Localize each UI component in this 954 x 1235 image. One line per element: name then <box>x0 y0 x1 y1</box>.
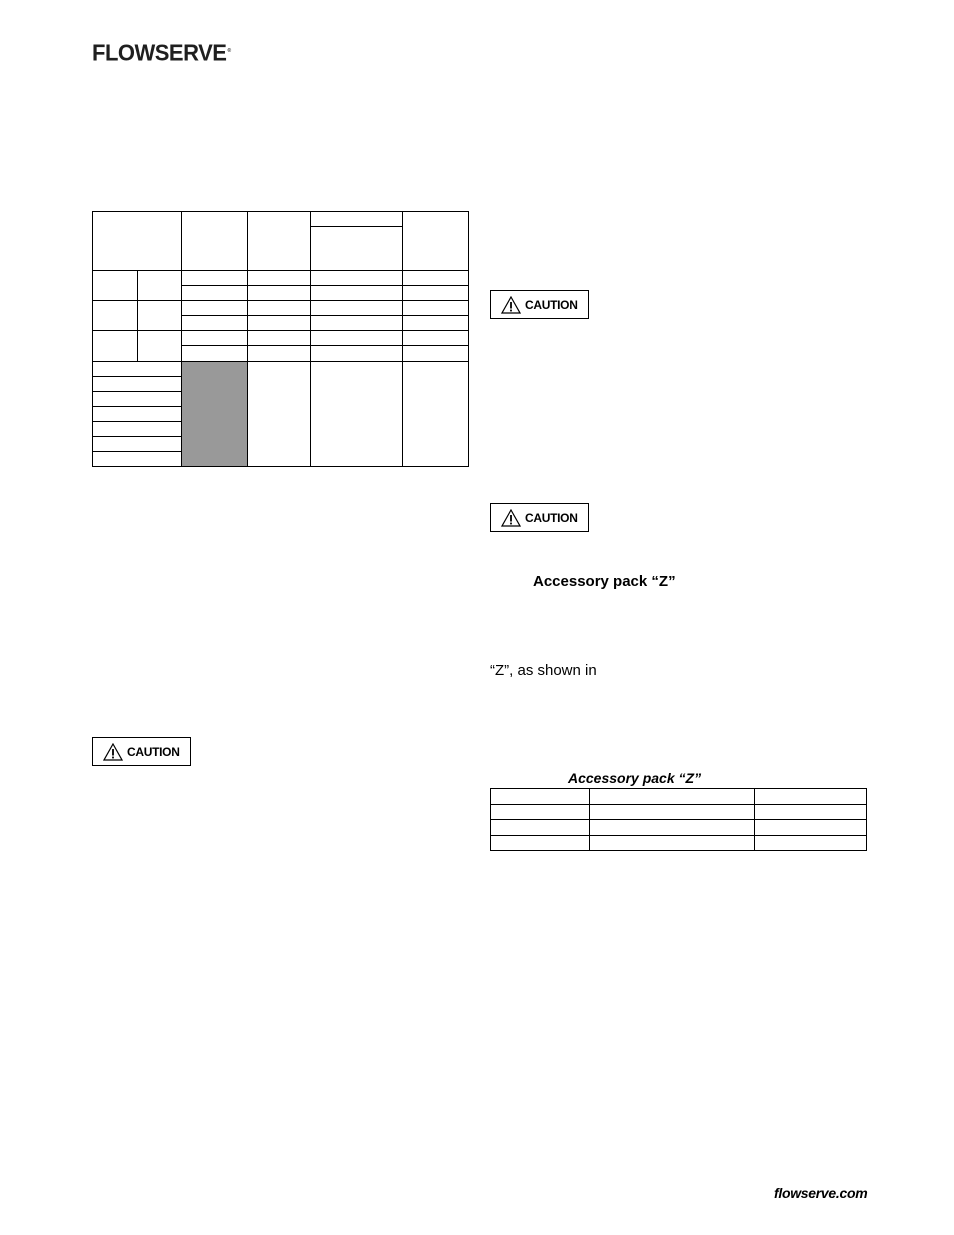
table-cell <box>93 271 138 301</box>
brand-name: FLOWSERVE <box>92 39 227 66</box>
table-cell <box>248 212 311 271</box>
body-text: “Z”, as shown in <box>490 662 597 679</box>
warning-triangle-icon <box>501 509 521 527</box>
caution-label: CAUTION <box>525 510 578 525</box>
table-caption: Accessory pack “Z” <box>568 770 702 786</box>
table-cell <box>138 271 182 301</box>
warning-triangle-icon <box>501 296 521 314</box>
caution-label: CAUTION <box>127 744 180 759</box>
table-cell <box>311 212 403 227</box>
left-spec-table <box>92 211 469 467</box>
accessory-table <box>490 788 867 851</box>
table-cell <box>403 212 469 271</box>
footer-website: flowserve.com <box>774 1185 868 1201</box>
table-cell <box>93 212 182 271</box>
shaded-cell <box>182 361 248 467</box>
caution-badge <box>92 737 191 766</box>
flowserve-logo <box>92 39 231 66</box>
caution-label: CAUTION <box>525 297 578 312</box>
caution-badge <box>490 503 589 532</box>
section-heading: Accessory pack “Z” <box>533 573 676 590</box>
table-cell <box>311 227 403 271</box>
registered-mark: ® <box>227 47 231 54</box>
caution-badge <box>490 290 589 319</box>
warning-triangle-icon <box>103 743 123 761</box>
table-cell <box>182 212 248 271</box>
